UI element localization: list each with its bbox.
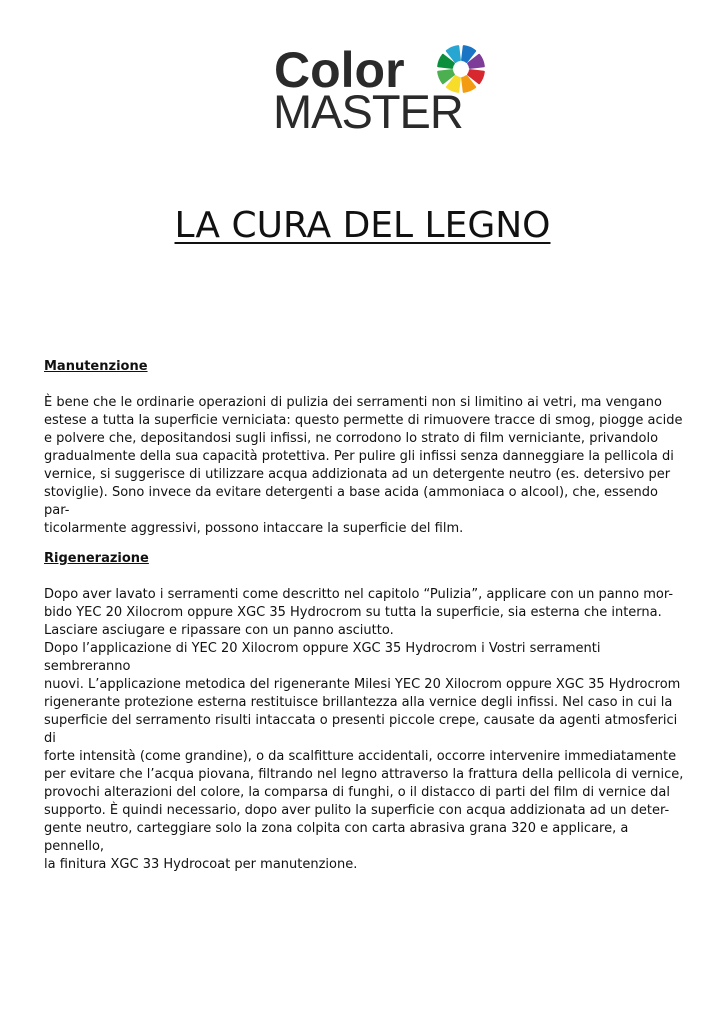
section-paragraph: È bene che le ordinarie operazioni di pulizia dei serramenti non si limitino ai vetri, ma vengano estese a tutta la superficie verniciata: questo permette di rimuovere tracce di smog, piogge acide e polvere che, depositandosi sugli infissi, ne corrodono lo strato di film verniciante, privandolo gradualmente della sua capacità protettiva. Per pulire gli infissi senza danneggiare la pellicola di vernice, si suggerisce di utilizzare acqua addizionata ad un detergente neutro (es. detersivo per stoviglie). Sono invece da evitare detergenti a base acida (ammoniaca o alcool), che, essendo par- ticolarmente aggressivi, possono intaccare la superficie del film.	[44, 395, 683, 536]
color-master-logo	[270, 42, 490, 140]
section-manutenzione	[44, 358, 684, 538]
section-paragraph: Dopo aver lavato i serramenti come descritto nel capitolo “Pulizia”, applicare con un panno mor- bido YEC 20 Xilocrom oppure XGC 35 Hydrocrom su tutta la superficie, sia esterna che interna. Lasciare asciugare e ripassare con un panno asciutto. Dopo l’applicazione di YEC 20 Xilocrom oppure XGC 35 Hydrocrom i Vostri serramenti sembreranno nuovi. L’applicazione metodica del rigenerante Milesi YEC 20 Xilocrom oppure XGC 35 Hydrocrom rigenerante protezione esterna restituisce brillantezza alla vernice degli infissi. Nel caso in cui la superficie del serramento risulti intaccata o presenti piccole crepe, causate da agenti atmosferici di forte intensità (come grandine), o da scalfitture accidentali, occorre intervenire immediatamente per evitare che l’acqua piovana, filtrando nel legno attraverso la frattura della pellicola di vernice, provochi alterazioni del colore, la comparsa di funghi, o il distacco di parti del film di vernice dal supporto. È quindi necessario, dopo aver pulito la superficie con acqua addizionata ad un deter- gente neutro, carteggiare solo la zona colpita con carta abrasiva grana 320 e applicare, a pennello, la finitura XGC 33 Hydrocoat per manutenzione.	[44, 587, 684, 872]
section-rigenerazione	[44, 550, 684, 874]
section-heading: Rigenerazione	[44, 551, 149, 566]
page-title: LA CURA DEL LEGNO	[174, 205, 551, 246]
logo-word-color: Color	[274, 42, 405, 98]
logo-word-master: MASTER	[273, 85, 463, 138]
section-heading: Manutenzione	[44, 359, 148, 374]
